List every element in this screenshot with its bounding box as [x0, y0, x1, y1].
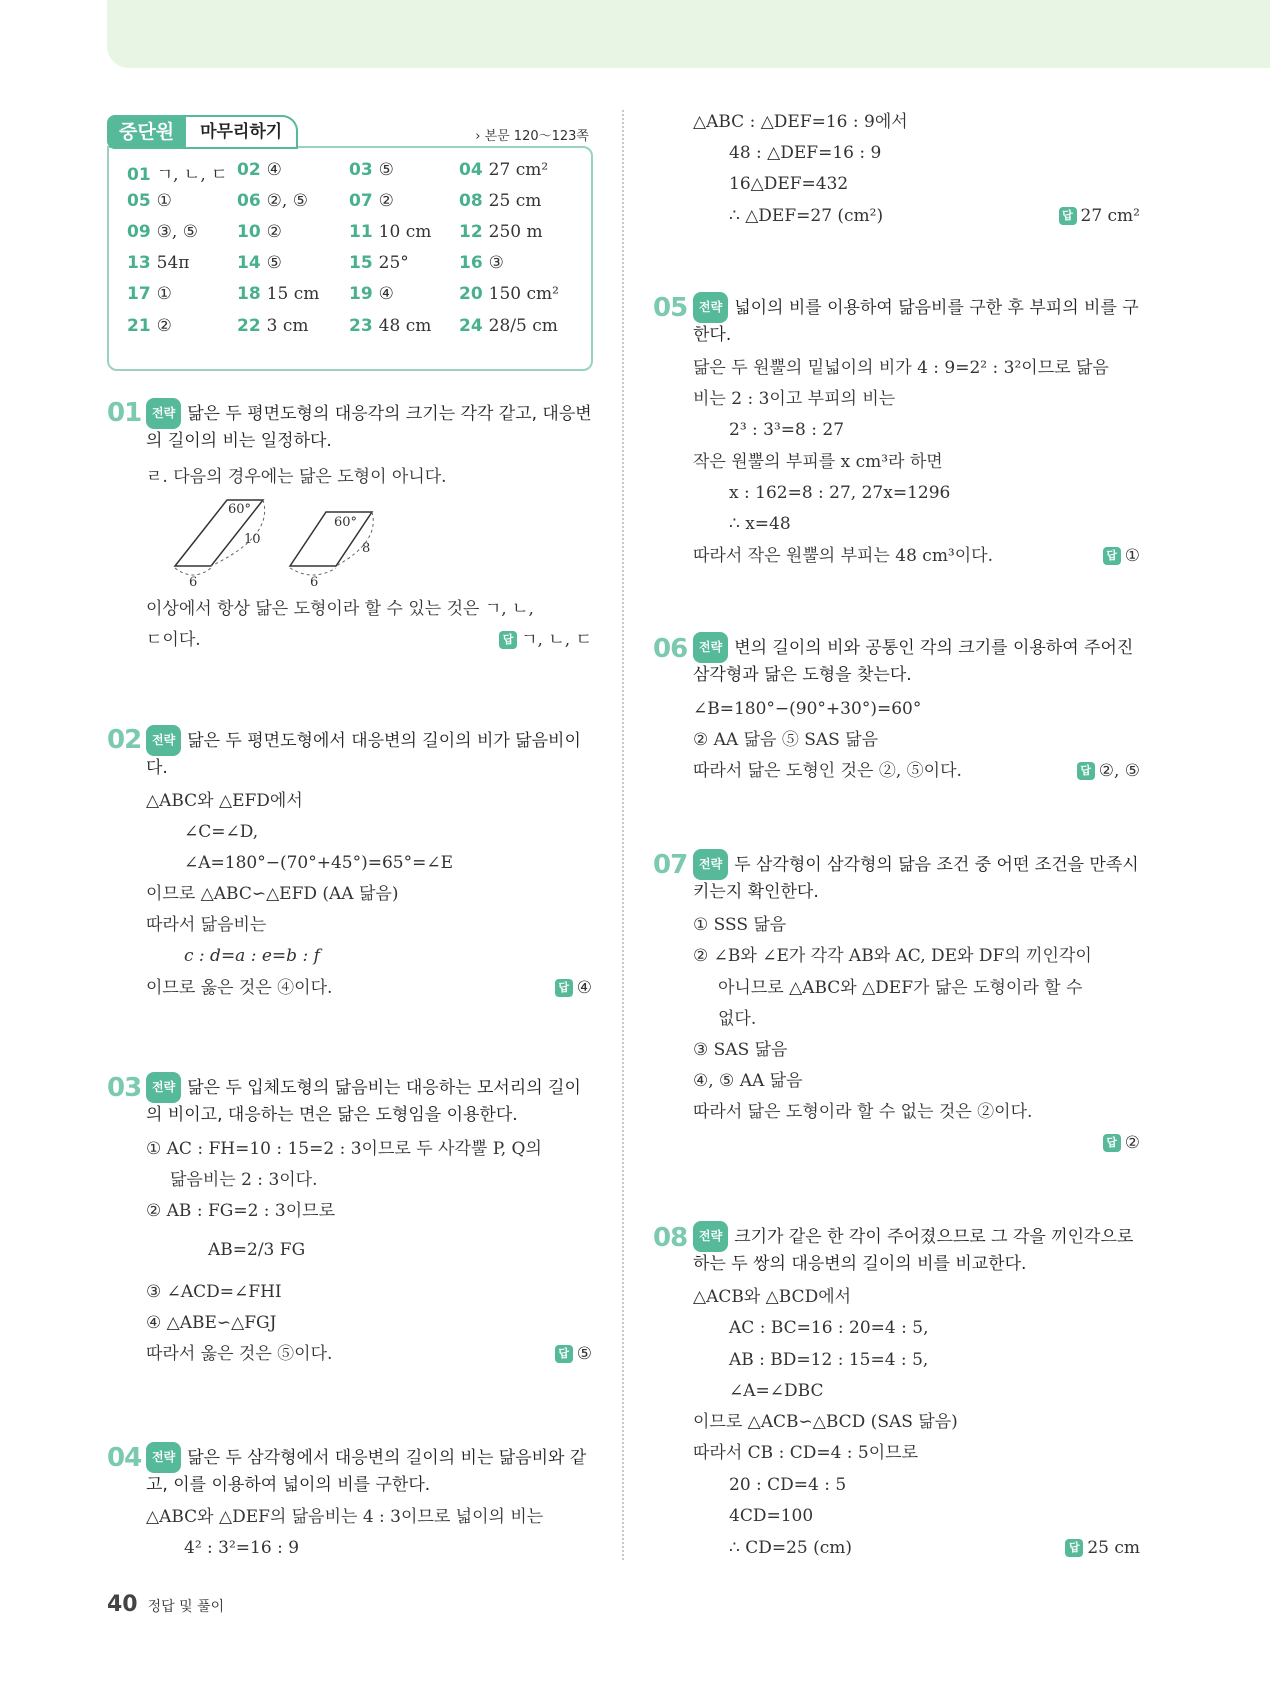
answer-value: ㄱ, ㄴ, ㄷ [521, 630, 592, 650]
answer-item-number: 18 [237, 284, 261, 304]
reference-text: 본문 120～123쪽 [484, 129, 589, 144]
strategy-chip: 전략 [146, 398, 181, 429]
answer-value: 27 cm² [1080, 206, 1140, 226]
strategy-line: 의 길이의 비는 일정하다. [146, 431, 332, 451]
answer-mark [1077, 759, 1140, 783]
answer-badge: 답 [1059, 207, 1077, 225]
answer-item-value: ⑤ [378, 160, 394, 180]
answer-item-value: ②, ⑤ [266, 191, 308, 211]
answer-item [459, 160, 548, 180]
answer-mark [1103, 1131, 1140, 1155]
solution-line: ∠A=∠DBC [729, 1381, 824, 1401]
answer-item-value: 15 cm [266, 284, 320, 304]
solution-line: 이므로 △ACB∽△BCD (SAS 닮음) [693, 1412, 958, 1432]
answer-item-number: 03 [349, 160, 373, 180]
answer-item [349, 160, 394, 180]
strategy-chip: 전략 [146, 1442, 181, 1473]
solution-line: ① SSS 닮음 [693, 915, 787, 935]
strategy-line [146, 1442, 586, 1473]
answer-summary-box [107, 115, 593, 371]
footer-label: 정답 및 풀이 [147, 1599, 225, 1615]
solution-line: 닮은 두 원뿔의 밑넓이의 비가 4 : 9=2² : 3²이므로 닮음 [693, 358, 1109, 378]
answer-badge: 답 [1103, 1134, 1121, 1152]
strategy-chip: 전략 [693, 292, 728, 323]
solution-line: 48 : △DEF=16 : 9 [729, 143, 882, 163]
answer-item-value: 28/5 cm [488, 316, 558, 336]
solution-line: 20 : CD=4 : 5 [729, 1475, 847, 1495]
solution-line: ④ △ABE∽△FGJ [146, 1313, 277, 1333]
answer-item [459, 284, 559, 304]
answer-item [127, 316, 172, 336]
strategy-line [693, 849, 1139, 880]
solution-line: 2³ : 3³=8 : 27 [729, 420, 845, 440]
angle-label: 60° [228, 502, 252, 517]
solution-line: 따라서 닮은 도형이라 할 수 없는 것은 ②이다. [693, 1102, 1033, 1122]
solution-line: △ABC : △DEF=16 : 9에서 [693, 112, 908, 132]
answer-item [237, 160, 282, 180]
solution-line: 아니므로 △ABC와 △DEF가 닮은 도형이라 할 수 [718, 978, 1083, 998]
strategy-line: 의 비이고, 대응하는 면은 닮은 도형임을 이용한다. [146, 1105, 518, 1125]
answer-item-number: 02 [237, 160, 261, 180]
answer-item-value: ㄱ, ㄴ, ㄷ [156, 165, 228, 185]
problem-number: 07 [653, 850, 688, 880]
solution-line: 없다. [718, 1009, 757, 1029]
answer-item-value: ② [266, 222, 282, 242]
answer-item [459, 222, 543, 242]
strategy-text: 변의 길이의 비와 공통인 각의 크기를 이용하여 주어진 [734, 638, 1134, 658]
solution-line: AB : BD=12 : 15=4 : 5, [729, 1350, 929, 1370]
solution-line: ㄷ이다. [146, 630, 201, 650]
answer-mark [1059, 204, 1141, 228]
solution-line: ∠B=180°−(90°+30°)=60° [693, 699, 922, 719]
answer-item [349, 191, 394, 211]
solution-line: 4CD=100 [729, 1506, 814, 1526]
strategy-text: 닮은 두 삼각형에서 대응변의 길이의 비는 닮음비와 같 [187, 1448, 587, 1468]
solution-line: 이상에서 항상 닮은 도형이라 할 수 있는 것은 ㄱ, ㄴ, [146, 599, 534, 619]
strategy-text: 넓이의 비를 이용하여 닮음비를 구한 후 부피의 비를 구 [734, 298, 1139, 318]
answer-value: ⑤ [576, 1344, 592, 1364]
answer-item-number: 04 [459, 160, 483, 180]
top-header-band [107, 0, 1270, 68]
answer-item-value: 27 cm² [488, 160, 549, 180]
strategy-line [693, 1221, 1133, 1252]
solution-line: AC : BC=16 : 20=4 : 5, [729, 1318, 929, 1338]
answer-item [459, 316, 558, 336]
answer-item-value: 250 m [488, 222, 543, 242]
answer-item-value: ④ [378, 284, 394, 304]
parallelogram-2 [290, 512, 373, 588]
answer-item-number: 05 [127, 191, 151, 211]
answer-item-value: 25° [378, 253, 409, 273]
answer-mark [499, 628, 592, 652]
solution-line: ∴ △DEF=27 (cm²) [729, 206, 884, 226]
strategy-line [146, 725, 581, 756]
strategy-text: 닮은 두 평면도형의 대응각의 크기는 각각 같고, 대응변 [187, 404, 592, 424]
strategy-text: 닮은 두 평면도형에서 대응변의 길이의 비가 닮음비이 [187, 731, 581, 751]
answer-item [459, 191, 541, 211]
problem-number: 06 [653, 634, 688, 664]
column-divider [622, 110, 624, 1560]
answer-item [237, 222, 282, 242]
strategy-chip: 전략 [146, 1072, 181, 1103]
answer-mark [555, 1342, 592, 1366]
strategy-text: 크기가 같은 한 각이 주어졌으므로 그 각을 끼인각으로 [734, 1227, 1134, 1247]
solution-line: 따라서 닮음비는 [146, 915, 267, 935]
answer-grid [107, 146, 593, 371]
answer-item-value: 150 cm² [488, 284, 559, 304]
solution-line: ㄹ. 다음의 경우에는 닮은 도형이 아니다. [146, 467, 447, 487]
answer-badge: 답 [1077, 762, 1095, 780]
strategy-line: 고, 이를 이용하여 넓이의 비를 구한다. [146, 1475, 431, 1495]
answer-item [237, 316, 309, 336]
answer-value: ② [1124, 1133, 1140, 1153]
answer-item [349, 284, 394, 304]
chevron-right-icon: › [475, 129, 481, 144]
answer-mark [1065, 1536, 1140, 1560]
solution-line: AB=2/3 FG [208, 1240, 306, 1260]
solution-line: ③ SAS 닮음 [693, 1040, 788, 1060]
answer-item-number: 14 [237, 253, 261, 273]
solution-line: ③ ∠ACD=∠FHI [146, 1282, 282, 1302]
solution-line: ④, ⑤ AA 닮음 [693, 1071, 803, 1091]
answer-item-number: 24 [459, 316, 483, 336]
answer-badge: 답 [499, 631, 517, 649]
solution-line: △ABC와 △EFD에서 [146, 791, 303, 811]
page-footer [107, 1592, 224, 1617]
side-label: 10 [244, 532, 261, 547]
solution-line: 16△DEF=432 [729, 174, 849, 194]
answer-item [349, 316, 431, 336]
answer-item-number: 13 [127, 253, 151, 273]
strategy-line [146, 1072, 581, 1103]
answer-item [237, 191, 308, 211]
answer-item [127, 222, 198, 242]
answer-badge: 답 [1065, 1539, 1083, 1557]
answer-item-number: 22 [237, 316, 261, 336]
answer-item-value: ③, ⑤ [156, 222, 198, 242]
answer-item [127, 253, 189, 273]
solution-line: 따라서 작은 원뿔의 부피는 48 cm³이다. [693, 546, 993, 566]
answer-item [349, 222, 431, 242]
answer-item-number: 17 [127, 284, 151, 304]
solution-line: 4² : 3²=16 : 9 [184, 1538, 300, 1558]
solution-line: 이므로 옳은 것은 ④이다. [146, 978, 333, 998]
answer-mark [1103, 544, 1140, 568]
strategy-chip: 전략 [693, 1221, 728, 1252]
answer-item [127, 191, 172, 211]
solution-line: ② AA 닮음 ⑤ SAS 닮음 [693, 730, 879, 750]
answer-item [127, 160, 228, 185]
solution-line: ∠C=∠D, [184, 822, 259, 842]
answer-item-number: 01 [127, 165, 151, 185]
answer-item-value: ⑤ [266, 253, 282, 273]
answer-item-value: ② [156, 316, 172, 336]
answer-value: ① [1124, 546, 1140, 566]
answer-item [127, 284, 172, 304]
solution-line: 따라서 CB : CD=4 : 5이므로 [693, 1443, 919, 1463]
strategy-line: 한다. [693, 325, 732, 345]
solution-line: ② ∠B와 ∠E가 각각 AB와 AC, DE와 DF의 끼인각이 [693, 946, 1092, 966]
page-number: 40 [107, 1592, 138, 1617]
section-title: 마무리하기 [186, 115, 298, 149]
parallelogram-figures [170, 496, 390, 588]
answer-item-number: 07 [349, 191, 373, 211]
solution-line: 따라서 옳은 것은 ⑤이다. [146, 1344, 333, 1364]
answer-item-number: 16 [459, 253, 483, 273]
answer-item-value: ③ [488, 253, 504, 273]
answer-value: 25 cm [1087, 1538, 1140, 1558]
side-label: 8 [362, 541, 371, 556]
answer-item-number: 20 [459, 284, 483, 304]
answer-value: ②, ⑤ [1098, 761, 1140, 781]
answer-item-number: 21 [127, 316, 151, 336]
problem-number: 08 [653, 1223, 688, 1253]
textbook-page-reference [475, 125, 589, 144]
solution-line: ② AB : FG=2 : 3이므로 [146, 1201, 336, 1221]
answer-item-number: 11 [349, 222, 373, 242]
strategy-line: 키는지 확인한다. [693, 882, 819, 902]
strategy-line: 다. [146, 758, 168, 778]
solution-line: ① AC : FH=10 : 15=2 : 3이므로 두 사각뿔 P, Q의 [146, 1139, 542, 1159]
strategy-line [693, 632, 1133, 663]
answer-item-value: ① [156, 191, 172, 211]
strategy-line: 하는 두 쌍의 대응변의 길이의 비를 비교한다. [693, 1254, 1027, 1274]
problem-number: 03 [107, 1073, 142, 1103]
answer-item [349, 253, 409, 273]
strategy-text: 두 삼각형이 삼각형의 닮음 조건 중 어떤 조건을 만족시 [734, 855, 1139, 875]
answer-item [237, 253, 282, 273]
base-label: 6 [189, 575, 198, 588]
strategy-text: 닮은 두 입체도형의 닮음비는 대응하는 모서리의 길이 [187, 1078, 581, 1098]
solution-line: ∴ CD=25 (cm) [729, 1538, 853, 1558]
problem-number: 04 [107, 1443, 142, 1473]
answer-item-value: ① [156, 284, 172, 304]
strategy-line: 삼각형과 닮은 도형을 찾는다. [693, 665, 912, 685]
answer-item-value: 25 cm [488, 191, 542, 211]
answer-item-value: 3 cm [266, 316, 309, 336]
problem-number: 05 [653, 293, 688, 323]
answer-item-number: 15 [349, 253, 373, 273]
solution-line: 닮음비는 2 : 3이다. [170, 1170, 318, 1190]
answer-item-number: 23 [349, 316, 373, 336]
answer-item [237, 284, 319, 304]
answer-item-number: 10 [237, 222, 261, 242]
answer-value: ④ [576, 978, 592, 998]
answer-item-value: ④ [266, 160, 282, 180]
answer-item-number: 12 [459, 222, 483, 242]
solution-line: 비는 2 : 3이고 부피의 비는 [693, 389, 896, 409]
strategy-chip: 전략 [693, 632, 728, 663]
solution-line: 작은 원뿔의 부피를 x cm³라 하면 [693, 452, 943, 472]
answer-item-number: 08 [459, 191, 483, 211]
solution-line: c : d=a : e=b : f [184, 946, 320, 966]
solution-line: △ACB와 △BCD에서 [693, 1287, 852, 1307]
answer-badge: 답 [555, 979, 573, 997]
problem-number: 02 [107, 725, 142, 755]
answer-item-value: 10 cm [378, 222, 432, 242]
solution-line: △ABC와 △DEF의 닮음비는 4 : 3이므로 넓이의 비는 [146, 1507, 544, 1527]
angle-label: 60° [334, 515, 358, 530]
strategy-chip: 전략 [146, 725, 181, 756]
strategy-line [146, 398, 592, 429]
problem-number: 01 [107, 398, 142, 428]
parallelogram-1 [175, 500, 265, 588]
strategy-chip: 전략 [693, 849, 728, 880]
answer-item-value: ② [378, 191, 394, 211]
answer-item-value: 48 cm [378, 316, 432, 336]
solution-line: ∴ x=48 [729, 514, 791, 534]
solution-line: ∠A=180°−(70°+45°)=65°=∠E [184, 853, 454, 873]
base-label: 6 [310, 575, 319, 588]
solution-line: 이므로 △ABC∽△EFD (AA 닮음) [146, 884, 399, 904]
answer-item-number: 19 [349, 284, 373, 304]
answer-item-value: 54π [156, 253, 190, 273]
answer-item-number: 09 [127, 222, 151, 242]
solution-line: x : 162=8 : 27, 27x=1296 [729, 483, 951, 503]
answer-badge: 답 [555, 1345, 573, 1363]
answer-mark [555, 976, 592, 1000]
solution-line: 따라서 닮은 도형인 것은 ②, ⑤이다. [693, 761, 962, 781]
section-tag: 중단원 [107, 115, 186, 149]
strategy-line [693, 292, 1139, 323]
answer-item [459, 253, 504, 273]
answer-badge: 답 [1103, 547, 1121, 565]
answer-item-number: 06 [237, 191, 261, 211]
answer-box-header [107, 115, 298, 149]
